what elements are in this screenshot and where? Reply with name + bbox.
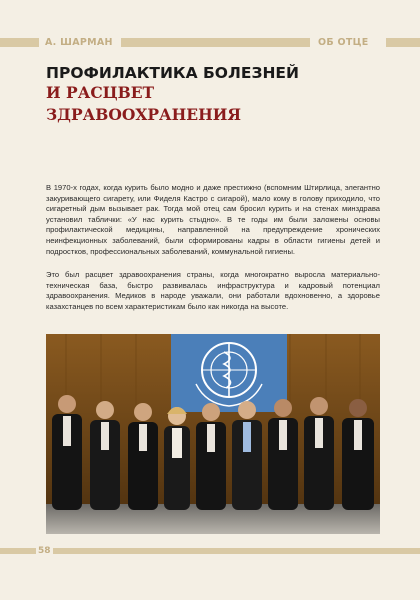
body-paragraph-2: Это был расцвет здравоохранения страны, когда многократно выросла материально-техническая база, быстро развивалась инфраструктура и кадровый потенциал здравоохранения. Медиков в народе уважали, они работали вдохновенно, а здоровье казахстанцев по всем характеристикам было как никогда на высоте. [46, 270, 380, 311]
group-photo-illustration [46, 334, 380, 534]
page-title-line-2: И РАСЦВЕТ [46, 83, 155, 102]
who-emblem-banner [171, 334, 287, 412]
footer-band [0, 548, 420, 554]
page-title-line-3: ЗДРАВООХРАНЕНИЯ [46, 105, 242, 124]
header-band-right [386, 38, 420, 47]
page-title-line-1: ПРОФИЛАКТИКА БОЛЕЗНЕЙ [46, 64, 299, 82]
header-band-middle [121, 38, 310, 47]
header-band-left [0, 38, 39, 47]
running-head-section: ОБ ОТЦЕ [318, 37, 369, 48]
group-photo [46, 334, 380, 534]
body-paragraph-1: В 1970-х годах, когда курить было модно и даже престижно (вспомним Штирлица, элегантно закуривающего сигарету, или Фиделя Кастро с сигарой), мало кому в голову приходило, что сигаретный дым вызывает рак. Тогда мой отец сам бросил курить и на стенах минздрава установил таблички: «У нас курить стыдно». В те годы им были заложены основы профилактической медицины, направленной на предупреждение хронических неинфекционных заболеваний, были сформированы кадры в области гигиены детей и подростков, профессиональных заболеваний, коммунальной гигиены. [46, 183, 380, 256]
page-number: 58 [38, 546, 51, 556]
running-head-author: А. ШАРМАН [45, 37, 113, 48]
